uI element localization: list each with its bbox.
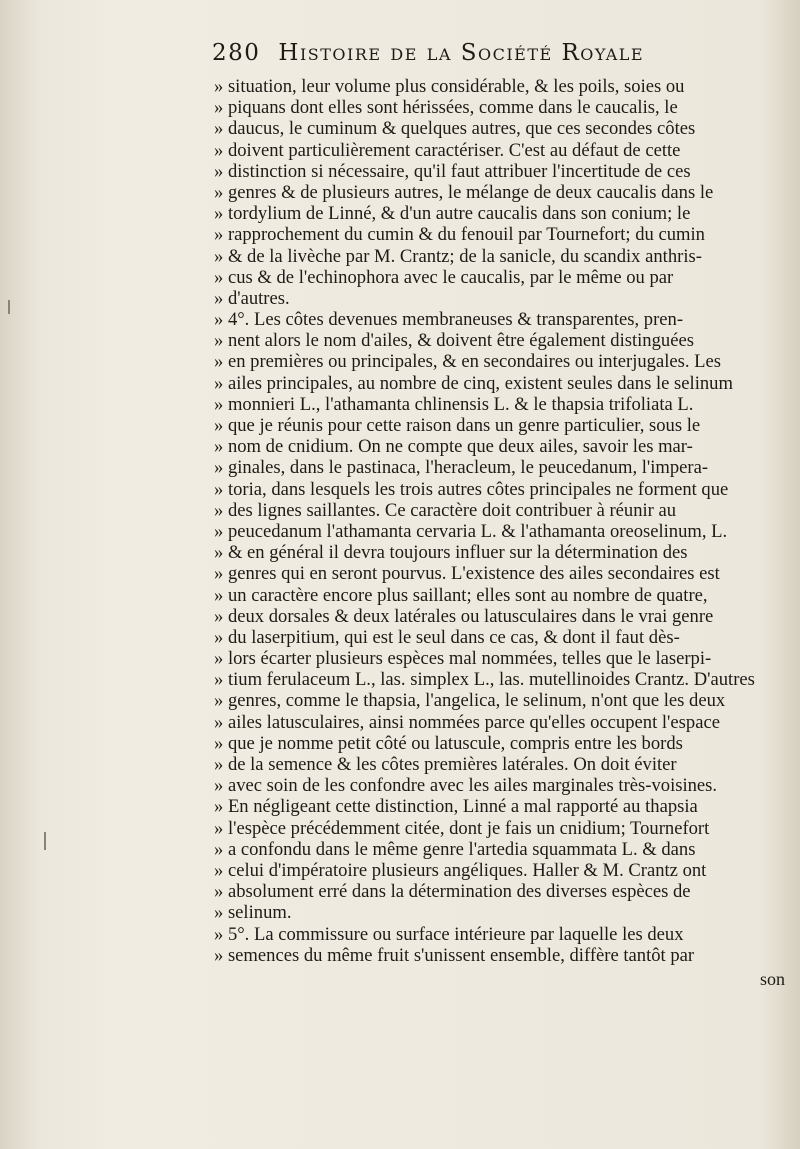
text-line: » 5°. La commissure ou surface intérieure par laquelle les deux: [214, 923, 684, 945]
catchword: son: [760, 969, 786, 989]
text-line: » l'espèce précédemment citée, dont je fais un cnidium; Tournefort: [214, 817, 710, 839]
margin-stain: [44, 832, 46, 850]
running-title: Histoire de la Société Royale: [278, 40, 645, 66]
text-line: » des lignes saillantes. Ce caractère doit contribuer à réunir au: [214, 499, 677, 521]
text-line: » un caractère encore plus saillant; elles sont au nombre de quatre,: [214, 584, 708, 606]
body-text: [214, 76, 774, 966]
text-line: » avec soin de les confondre avec les ailes marginales très-voisines.: [214, 775, 718, 797]
text-line: » de la semence & les côtes premières latérales. On doit éviter: [214, 754, 677, 775]
text-line: » doivent particulièrement caractériser. C'est au défaut de cette: [214, 139, 681, 161]
text-line: » nom de cnidium. On ne compte que deux ailes, savoir les mar-: [214, 436, 693, 458]
text-line: » piquans dont elles sont hérissées, comme dans le caucalis, le: [214, 97, 678, 119]
text-line: » en premières ou principales, & en secondaires ou interjugales. Les: [214, 351, 722, 373]
text-line: » du laserpitium, qui est le seul dans ce cas, & dont il faut dès-: [214, 626, 680, 648]
text-line: » toria, dans lesquels les trois autres côtes principales ne forment que: [214, 478, 729, 500]
text-line: » cus & de l'echinophora avec le caucalis, par le même ou par: [214, 266, 674, 288]
margin-stain: [8, 300, 10, 314]
text-line: » a confondu dans le même genre l'artedia squammata L. & dans: [214, 838, 696, 860]
text-line: » situation, leur volume plus considérable, & les poils, soies ou: [214, 76, 685, 97]
text-line: » tordylium de Linné, & d'un autre caucalis dans son conium; le: [214, 203, 691, 225]
text-line: » deux dorsales & deux latérales ou latusculaires dans le vrai genre: [214, 605, 714, 627]
text-line: » genres & de plusieurs autres, le mélange de deux caucalis dans le: [214, 181, 714, 203]
text-line: » tium ferulaceum L., las. simplex L., las. mutellinoides Crantz. D'autres: [214, 669, 755, 691]
text-line: » d'autres.: [214, 287, 290, 309]
text-line: » rapprochement du cumin & du fenouil par Tournefort; du cumin: [214, 224, 705, 246]
text-line: » selinum.: [214, 902, 292, 924]
text-line: » lors écarter plusieurs espèces mal nommées, telles que le laserpi-: [214, 648, 712, 670]
text-line: » genres, comme le thapsia, l'angelica, le selinum, n'ont que les deux: [214, 690, 726, 712]
text-line: » monnieri L., l'athamanta chlinensis L. & le thapsia trifoliata L.: [214, 393, 694, 415]
text-line: » absolument erré dans la détermination des diverses espèces de: [214, 881, 691, 903]
text-line: » semences du même fruit s'unissent ensemble, diffère tantôt par: [214, 944, 695, 966]
text-line: » & en général il devra toujours influer sur la détermination des: [214, 542, 688, 564]
text-line: » que je nomme petit côté ou latuscule, compris entre les bords: [214, 732, 683, 754]
page-header: [212, 40, 772, 66]
text-line: » En négligeant cette distinction, Linné a mal rapporté au thapsia: [214, 796, 698, 818]
text-line: » & de la livèche par M. Crantz; de la sanicle, du scandix anthris-: [214, 245, 702, 267]
text-line: » daucus, le cuminum & quelques autres, que ces secondes côtes: [214, 118, 696, 140]
page-number: 280: [212, 40, 261, 66]
text-line: » que je réunis pour cette raison dans un genre particulier, sous le: [214, 415, 701, 436]
text-line: » ginales, dans le pastinaca, l'heracleum, le peucedanum, l'impera-: [214, 457, 709, 479]
text-line: » celui d'impératoire plusieurs angéliques. Haller & M. Crantz ont: [214, 859, 707, 881]
text-line: » distinction si nécessaire, qu'il faut attribuer l'incertitude de ces: [214, 160, 691, 182]
text-line: » 4°. Les côtes devenues membraneuses & transparentes, pren-: [214, 309, 684, 331]
text-line: » genres qui en seront pourvus. L'existence des ailes secondaires est: [214, 563, 720, 585]
text-line: » peucedanum l'athamanta cervaria L. & l'athamanta oreoselinum, L.: [214, 520, 728, 542]
text-line: » ailes latusculaires, ainsi nommées parce qu'elles occupent l'espace: [214, 711, 720, 733]
text-line: » ailes principales, au nombre de cinq, existent seules dans le selinum: [214, 372, 733, 394]
text-line: » nent alors le nom d'ailes, & doivent être également distinguées: [214, 330, 694, 352]
